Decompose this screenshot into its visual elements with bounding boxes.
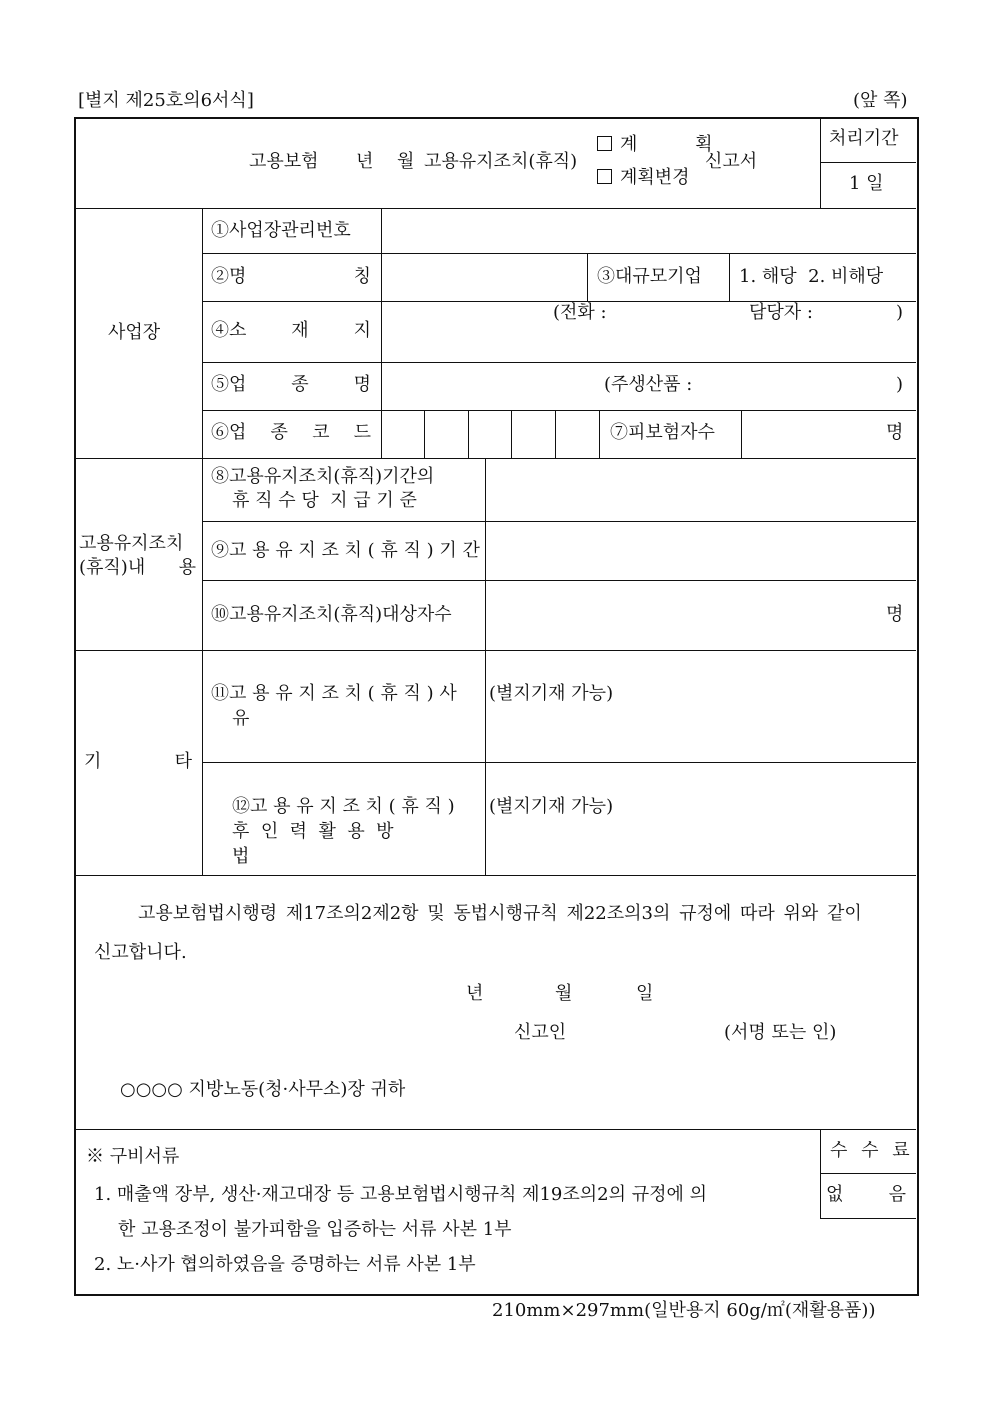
mgmt-no-label: ①사업장관리번호 (211, 220, 351, 241)
section-other-label: 기 타 (84, 751, 192, 772)
industry-label: ⑤업 종 명 (211, 374, 371, 395)
large-company-label: ③대규모기업 (597, 266, 702, 287)
title-month: 월 (397, 151, 415, 172)
reason-note[interactable]: (별지기재 가능) (489, 683, 614, 704)
industry-code-cell[interactable] (425, 411, 468, 458)
address-field[interactable] (382, 325, 916, 362)
section-content-label-1: 고용유지조치 (79, 533, 184, 554)
address-phone[interactable]: (전화 : (553, 302, 607, 323)
targets-label: ⑩고용유지조치(휴직)대상자수 (211, 604, 452, 625)
industry-code-cell[interactable] (469, 411, 511, 458)
mgmt-no-field[interactable] (382, 209, 916, 253)
title-prefix: 고용보험 (249, 151, 319, 172)
fee-value: 없 음 (826, 1184, 906, 1205)
reporter-label: 신고인 (514, 1022, 567, 1043)
allowance-label-1: ⑧고용유지조치(휴직)기간의 (211, 466, 435, 487)
processing-label: 처리기간 (829, 128, 899, 149)
allowance-label-2: 휴 직 수 당 지 급 기 준 (232, 490, 417, 511)
insured-label: ⑦피보험자수 (610, 422, 715, 443)
page-side: (앞 쪽) (853, 90, 908, 111)
address-manager[interactable]: 담당자 : (749, 302, 813, 323)
date-month[interactable]: 월 (555, 983, 573, 1004)
declaration-text-2: 신고합니다. (94, 942, 187, 963)
address-close: ) (896, 302, 904, 323)
section-content-label-2: (휴직)내 용 (79, 557, 196, 578)
industry-code-cell[interactable] (382, 411, 424, 458)
industry-close: ) (896, 374, 904, 395)
fee-label: 수 수 료 (830, 1140, 914, 1161)
insured-unit: 명 (886, 422, 904, 443)
plan-label-3: 법 (232, 846, 250, 867)
industry-code-cell[interactable] (512, 411, 555, 458)
targets-unit: 명 (886, 604, 904, 625)
plan-note[interactable]: (별지기재 가능) (489, 796, 614, 817)
title-subject: 고용유지조치(휴직) (424, 151, 578, 172)
industry-code-cell[interactable] (556, 411, 599, 458)
processing-value: 1 일 (849, 173, 884, 194)
reason-label-1: ⑪고 용 유 지 조 치 ( 휴 직 ) 사 (211, 683, 457, 704)
name-field[interactable] (382, 254, 587, 301)
address-label: ④소 재 지 (211, 320, 371, 341)
documents-title: ※ 구비서류 (86, 1146, 180, 1167)
date-day[interactable]: 일 (636, 983, 654, 1004)
date-year[interactable]: 년 (466, 983, 484, 1004)
declaration-text-1: 고용보험법시행령 제17조의2제2항 및 동법시행규칙 제22조의3의 규정에 따라 위와 같이 (138, 903, 862, 924)
form-code: [별지 제25호의6서식] (78, 90, 254, 111)
title-suffix: 신고서 (705, 151, 758, 172)
addressee: ○○○○ 지방노동(청·사무소)장 귀하 (120, 1079, 406, 1100)
documents-item-1-line-2: 한 고용조정이 불가피함을 입증하는 서류 사본 1부 (118, 1219, 512, 1240)
section-business-label: 사업장 (108, 322, 161, 343)
option-plan-label: 계 획 (620, 134, 739, 155)
signature-label[interactable]: (서명 또는 인) (724, 1022, 837, 1043)
industry-product[interactable]: (주생산품 : (604, 374, 693, 395)
plan-label-2: 후 인 력 활 용 방 (232, 821, 394, 842)
reason-label-2: 유 (232, 708, 250, 729)
large-company-options[interactable]: 1. 해당 2. 비해당 (739, 266, 884, 287)
checkbox-plan-change[interactable] (597, 169, 612, 184)
documents-item-2: 2. 노·사가 협의하였음을 증명하는 서류 사본 1부 (94, 1254, 476, 1275)
option-plan-change[interactable] (597, 167, 690, 189)
name-label: ②명 칭 (211, 266, 371, 287)
plan-label-1: ⑫고 용 유 지 조 치 ( 휴 직 ) (232, 796, 455, 817)
industry-code-label: ⑥업 종 코 드 (211, 422, 371, 443)
option-plan-change-label: 계획변경 (620, 167, 690, 188)
title-year: 년 (356, 151, 374, 172)
documents-item-1-line-1: 1. 매출액 장부, 생산·재고대장 등 고용보험법시행규칙 제19조의2의 규정에 의 (94, 1184, 707, 1205)
paper-spec: 210mm×297mm(일반용지 60g/㎡(재활용품)) (492, 1300, 876, 1321)
period-label: ⑨고 용 유 지 조 치 ( 휴 직 ) 기 간 (211, 540, 480, 561)
checkbox-plan[interactable] (597, 136, 612, 151)
